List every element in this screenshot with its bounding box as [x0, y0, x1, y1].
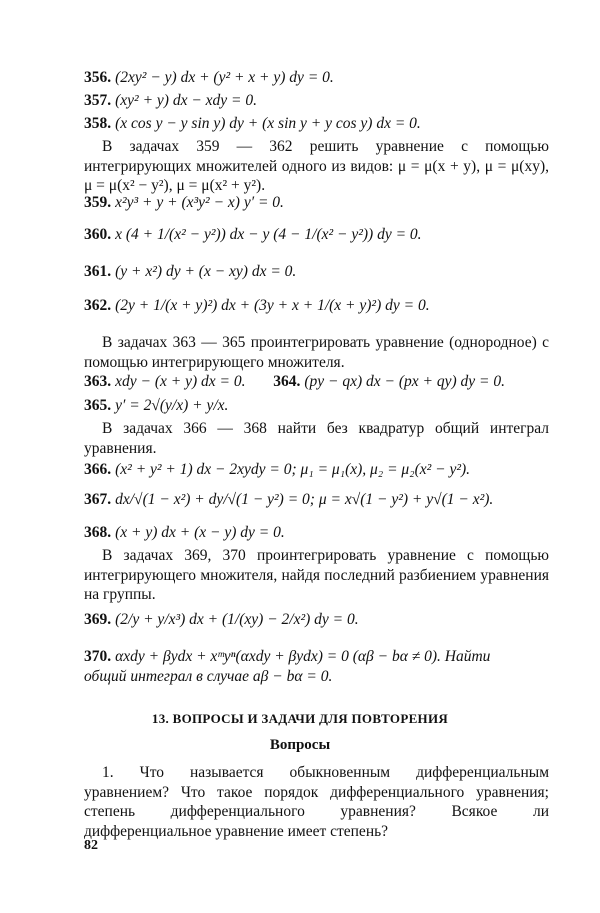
- subsection-title: Вопросы: [269, 737, 331, 753]
- problem-365: 365. y′ = 2√(y/x) + y/x.: [84, 397, 229, 414]
- instruction-366-368: В задачах 366 — 368 найти без квадратур общий интеграл уравнения.: [84, 420, 549, 457]
- problem-370-continued: общий интеграл в случае aβ − bα = 0.: [84, 668, 333, 685]
- problem-359: 359. x²y³ + y + (x³y² − x) y′ = 0.: [84, 194, 284, 211]
- instruction-369-370: В задачах 369, 370 проинтегрировать уравнение с помощью интегрирующего множителя, найдя последний разбиением уравнения на группы.: [84, 547, 549, 603]
- problem-357: 357. (xy² + y) dx − xdy = 0.: [84, 92, 258, 109]
- problem-369: 369. (2/y + y/x³) dx + (1/(xy) − 2/x²) dy = 0.: [84, 611, 359, 628]
- problem-363-364: 363. xdy − (x + y) dx = 0. 364. (py − qx) dx − (px + qy) dy = 0.: [84, 373, 505, 390]
- instruction-363-365: В задачах 363 — 365 проинтегрировать уравнение (однородное) с помощью интегрирующего множителя.: [84, 334, 549, 371]
- problem-368: 368. (x + y) dx + (x − y) dy = 0.: [84, 524, 285, 541]
- problem-367: 367. dx/√(1 − x²) + dy/√(1 − y²) = 0; μ = x√(1 − y²) + y√(1 − x²).: [84, 491, 494, 508]
- section-title: 13. ВОПРОСЫ И ЗАДАЧИ ДЛЯ ПОВТОРЕНИЯ: [151, 711, 449, 726]
- problem-366: 366. (x² + y² + 1) dx − 2xydy = 0; μ₁ = μ₁(x), μ₂ = μ₂(x² − y²).: [84, 461, 471, 478]
- problem-361: 361. (y + x²) dy + (x − xy) dx = 0.: [84, 263, 297, 280]
- problem-358: 358. (x cos y − y sin y) dy + (x sin y + y cos y) dx = 0.: [84, 115, 421, 132]
- instruction-359-362: В задачах 359 — 362 решить уравнение с помощью интегрирующих множителей одного из видов: μ = μ(x + y), μ = μ(xy), μ = μ(x² − y²), μ = μ(x² + y²).: [84, 138, 549, 194]
- problem-362: 362. (2y + 1/(x + y)²) dx + (3y + x + 1/(x + y)²) dy = 0.: [84, 297, 430, 314]
- question-1: 1. Что называется обыкновенным дифференциальным уравнением? Что такое порядок дифференциального уравнения; степень дифференциального уравнения? Всякое ли дифференциальное уравнение имеет степень?: [84, 764, 549, 840]
- problem-356: 356. (2xy² − y) dx + (y² + x + y) dy = 0.: [84, 69, 334, 86]
- problem-370: 370. αxdy + βydx + xᵐyⁿ(αxdy + βydx) = 0 (αβ − bα ≠ 0). Найти: [84, 648, 491, 665]
- problem-360: 360. x (4 + 1/(x² − y²)) dx − y (4 − 1/(x² − y²)) dy = 0.: [84, 226, 422, 243]
- page-number: 82: [84, 838, 98, 853]
